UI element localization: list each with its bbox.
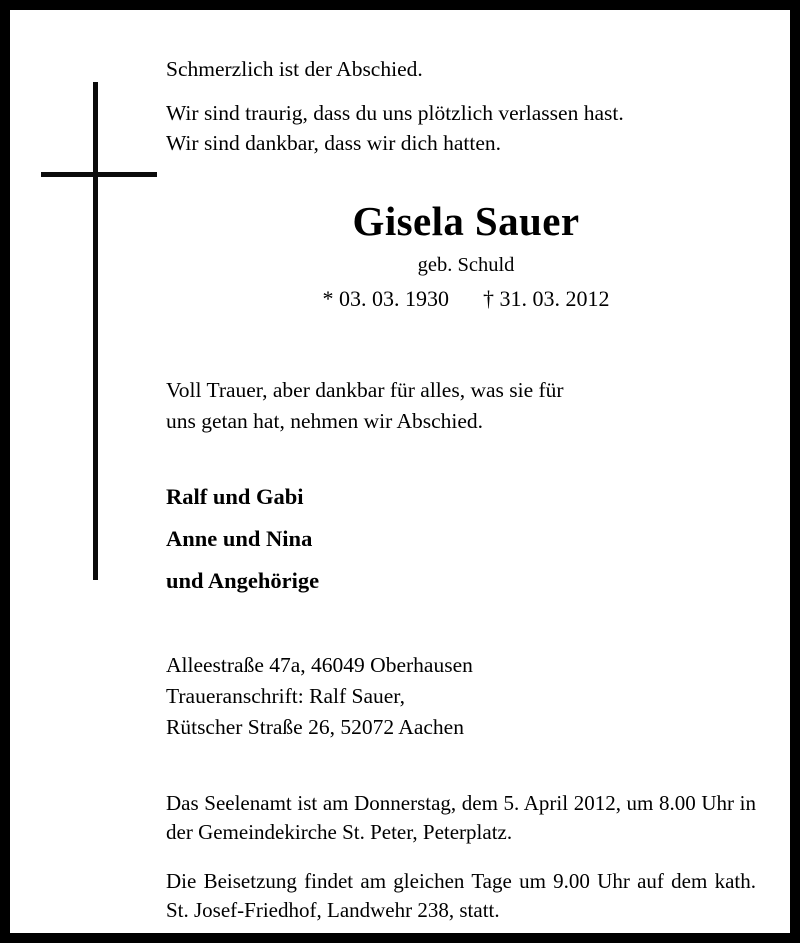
verse-line-3: Wir sind dankbar, dass wir dich hatten. [166, 131, 502, 155]
death-dagger-icon: † [483, 286, 494, 311]
address-line-3: Rütscher Straße 26, 52072 Aachen [166, 715, 464, 739]
farewell-line-1: Voll Trauer, aber dankbar für alles, was sie für [166, 378, 564, 402]
service-mass-text: Das Seelenamt ist am Donnerstag, dem 5. April 2012, um 8.00 Uhr in der Gemeindekirche St. Peter, Peterplatz. [166, 791, 756, 844]
farewell-message [166, 375, 756, 437]
verse-opening-line [166, 54, 756, 84]
life-dates [166, 283, 766, 315]
farewell-line-2: uns getan hat, nehmen wir Abschied. [166, 409, 484, 433]
verse-body [166, 98, 756, 158]
latin-cross-icon [41, 82, 181, 592]
verse-line-1: Schmerzlich ist der Abschied. [166, 57, 423, 81]
notice-content [166, 10, 756, 933]
survivors-line-3: und Angehörige [166, 568, 320, 593]
deceased-name: Gisela Sauer [352, 198, 580, 244]
service-burial-text: Die Beisetzung findet am gleichen Tage um 9.00 Uhr auf dem kath. St. Josef-Friedhof, Landwehr 238, statt. [166, 869, 756, 922]
address-line-2: Traueranschrift: Ralf Sauer, [166, 684, 405, 708]
service-details [166, 789, 756, 925]
address-block [166, 650, 756, 743]
notice-paper [10, 10, 790, 933]
verse-line-2: Wir sind traurig, dass du uns plötzlich verlassen hast. [166, 101, 624, 125]
cross-horizontal-bar [41, 172, 157, 177]
birth-star-icon: * [322, 286, 334, 311]
deceased-maiden-name: geb. Schuld [417, 254, 515, 276]
birth-date: 03. 03. 1930 [339, 286, 449, 311]
cross-vertical-bar [93, 82, 98, 580]
death-date: 31. 03. 2012 [499, 286, 610, 311]
deceased-name-group [166, 196, 766, 315]
address-line-1: Alleestraße 47a, 46049 Oberhausen [166, 653, 473, 677]
survivors-list [166, 476, 756, 602]
survivors-line-2: Anne und Nina [166, 526, 313, 551]
survivors-line-1: Ralf und Gabi [166, 484, 304, 509]
